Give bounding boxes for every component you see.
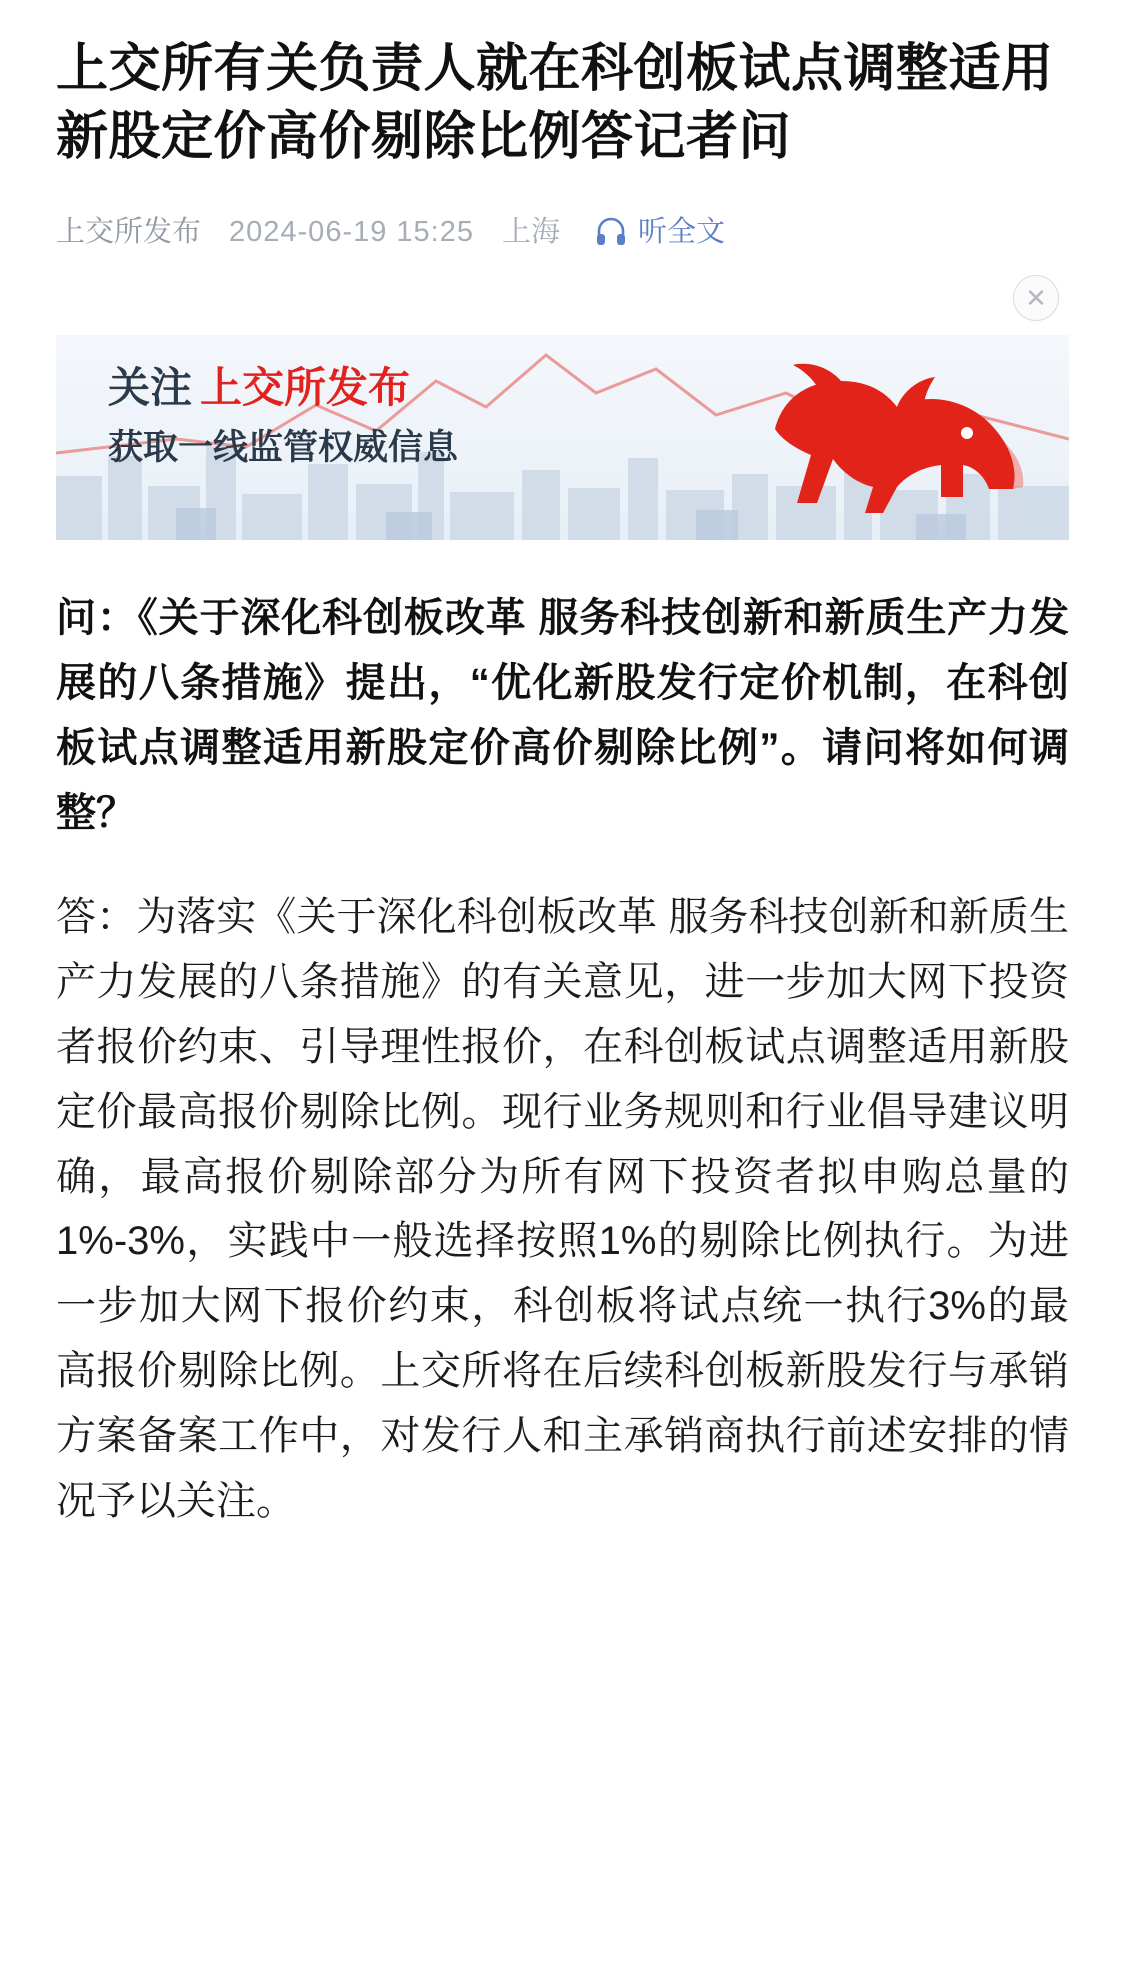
listen-label: 听全文 bbox=[638, 215, 726, 248]
page-title: 上交所有关负责人就在科创板试点调整适用新股定价高价剔除比例答记者问 bbox=[56, 40, 1054, 166]
banner-close-row bbox=[56, 275, 1069, 321]
article-meta bbox=[56, 215, 1069, 249]
banner-line1-dark: 关注 bbox=[108, 364, 193, 412]
bull-illustration bbox=[717, 337, 1047, 537]
banner-line1-red: 上交所发布 bbox=[200, 364, 411, 412]
article-paragraph-question: 问：《关于深化科创板改革 服务科技创新和新质生产力发展的八条措施》提出，“优化新股发行定价机制，在科创板试点调整适用新股定价高价剔除比例”。请问将如何调整？ bbox=[56, 596, 1069, 835]
promo-banner[interactable] bbox=[56, 335, 1069, 540]
article-paragraph-answer: 答：为落实《关于深化科创板改革 服务科技创新和新质生产力发展的八条措施》的有关意见，进一步加大网下投资者报价约束、引导理性报价，在科创板试点调整适用新股定价最高报价剔除比例。现行业务规则和行业倡导建议明确，最高报价剔除部分为所有网下投资者拟申购总量的1%-3%，实践中一般选择按照1%的剔除比例执行。为进一步加大网下报价约束，科创板将试点统一执行3%的最高报价剔除比例。上交所将在后续科创板新股发行与承销方案备案工作中，对发行人和主承销商执行前述安排的情况予以关注。 bbox=[56, 895, 1069, 1523]
article-source: 上交所发布 bbox=[56, 215, 202, 248]
listen-full-text-button[interactable] bbox=[594, 215, 725, 249]
article-location: 上海 bbox=[502, 215, 561, 248]
article-date: 2024-06-19 15:25 bbox=[229, 215, 474, 248]
close-icon[interactable]: ✕ bbox=[1013, 275, 1059, 321]
headphone-icon bbox=[594, 215, 628, 249]
banner-line2: 获取一线监管权威信息 bbox=[108, 428, 459, 468]
banner-text bbox=[108, 365, 458, 468]
